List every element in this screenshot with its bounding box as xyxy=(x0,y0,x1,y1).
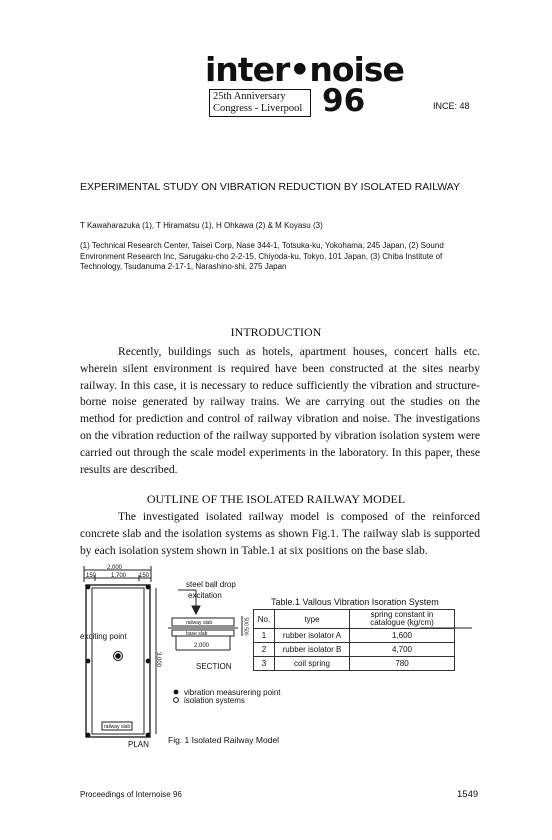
logo-box-line-2: Congress - Liverpool xyxy=(213,103,303,114)
table-cell: coil spring xyxy=(275,657,350,671)
measure-point-icon xyxy=(86,733,91,738)
legend-filled-icon xyxy=(174,690,179,695)
table-cell: 1,600 xyxy=(350,629,455,643)
logo-number: 96 xyxy=(322,83,366,119)
exciting-point-icon xyxy=(115,653,121,659)
plan-label: PLAN xyxy=(128,740,149,749)
table-row xyxy=(254,629,455,643)
section-base-slab-label: base slab xyxy=(186,631,208,637)
intro-heading: INTRODUCTION xyxy=(230,325,322,339)
page-number: 1549 xyxy=(457,789,479,800)
table-header-cell: No. xyxy=(254,610,275,629)
footer-proceedings: Proceedings of Internoise 96 xyxy=(80,790,182,799)
table-cell: 3 xyxy=(254,657,275,671)
paper-title: EXPERIMENTAL STUDY ON VIBRATION REDUCTION BY ISOLATED RAILWAY xyxy=(80,181,461,193)
legend-open-icon xyxy=(174,698,179,703)
intro-text: Recently, buildings such as hotels, apartment houses, concert halls etc. wherein silent environment is required have been constructed at the sites nearby railway. In this case, it is necessary to reduce sufficiently the vibration and structure-borne noise generated by railway trains. We are carrying out the studies on the method for prediction and control of railway vibration and noise. The investigations on the vibration reduction of the railway supported by vibration isolation system were carried out through the scale model experiments in the laboratory. In this paper, these results are described. xyxy=(80,345,480,476)
section-dim: 2,000 xyxy=(194,643,210,649)
section-label: SECTION xyxy=(196,662,232,671)
section-height: 500 500 xyxy=(242,617,249,636)
measure-point-icon xyxy=(86,659,91,664)
table-cell: 2 xyxy=(254,643,275,657)
plan-dim-part-3: 150 xyxy=(139,573,150,579)
logo-wordmark: inter•noise xyxy=(205,50,404,89)
ince-code: INCE: 48 xyxy=(433,101,470,111)
table-cell: rubber isolator B xyxy=(275,643,350,657)
section-railway-slab-label: railway slab xyxy=(186,620,213,626)
table-row xyxy=(254,643,455,657)
measure-point-icon xyxy=(146,585,151,590)
legend-filled-label: vibration measurering point xyxy=(184,688,281,697)
measure-point-icon xyxy=(146,659,151,664)
figure-caption: Fig. 1 Isolated Railway Model xyxy=(168,735,280,745)
measure-point-icon xyxy=(146,733,151,738)
plan-dim-part-1: 150 xyxy=(86,573,97,579)
plan-dim-total: 2,000 xyxy=(107,565,123,571)
plan-railway-slab-label: railway slab xyxy=(104,724,131,730)
table-cell: 1 xyxy=(254,629,275,643)
table-cell: rubber isolator A xyxy=(275,629,350,643)
table-header-cell: type xyxy=(275,610,350,629)
exciting-point-label: exciting point xyxy=(80,632,127,641)
plan-dim-side: 3,000 xyxy=(155,651,162,668)
outline-heading: OUTLINE OF THE ISOLATED RAILWAY MODEL xyxy=(146,492,406,506)
measure-point-icon xyxy=(86,585,91,590)
plan-dim-part-2: 1,700 xyxy=(111,573,127,579)
outline-text: The investigated isolated railway model is composed of the reinforced concrete slab and the isolation systems as shown Fig.1. The railway slab is supported by each isolation system shown in Table.1 at six positions on the base slab. xyxy=(80,510,480,557)
table-title: Table.1 Vallous Vibration Isoration System xyxy=(271,597,439,607)
legend-open-label: isolation systems xyxy=(184,696,245,705)
table-cell: 4,700 xyxy=(350,643,455,657)
paper-affiliations: (1) Technical Research Center, Taisei Corp, Nase 344-1, Totsuka-ku, Yokohama, 245 Japan, (2) Sound Environment Research Inc, Sarugaku-cho 2-2-15, Chiyoda-ku, Tokyo, 101 Japan, (3) Chiba Institute of Technology, Tsudanuma 2-17-1, Narashino-shi, 275 Japan xyxy=(80,241,444,271)
table-row xyxy=(254,657,455,671)
steel-ball-label-1: steel ball drop xyxy=(186,580,236,589)
paper-authors: T Kawaharazuka (1), T Hiramatsu (1), H Ohkawa (2) & M Koyasu (3) xyxy=(80,221,323,230)
isolation-table xyxy=(253,609,455,671)
table-header-row xyxy=(254,610,455,629)
table-header-cell: spring constant in catalogue (kg/cm) xyxy=(350,610,455,629)
table-cell: 780 xyxy=(350,657,455,671)
logo-box-line-1: 25th Anniversary xyxy=(213,91,286,102)
steel-ball-label-2: excitation xyxy=(188,591,222,600)
